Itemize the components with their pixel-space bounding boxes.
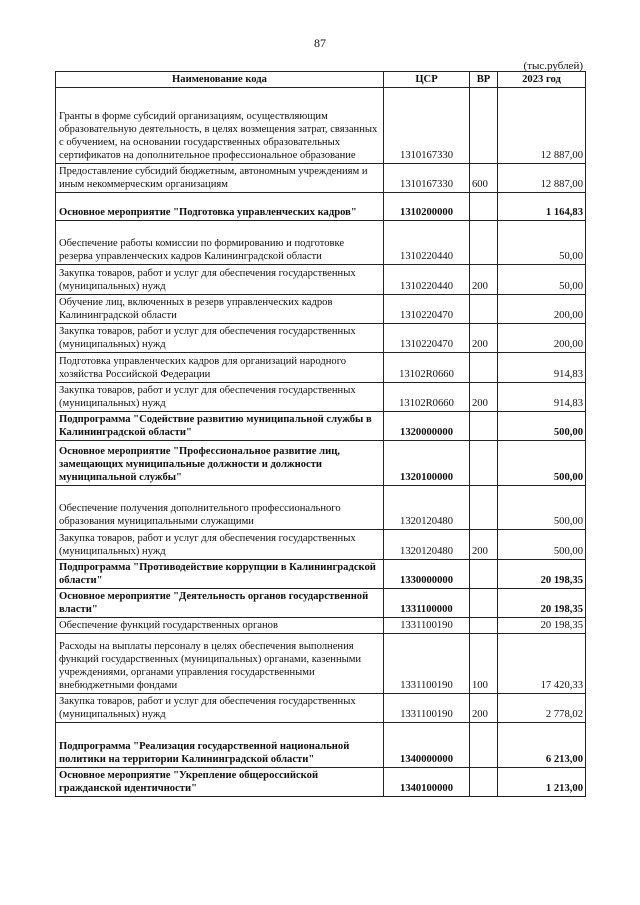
cell-csr: 1310220470 <box>384 295 470 324</box>
cell-sum: 500,00 <box>498 441 586 486</box>
cell-vr: 600 <box>470 164 498 193</box>
column-header-vr: ВР <box>470 72 498 88</box>
cell-sum: 500,00 <box>498 486 586 530</box>
table-row <box>56 768 586 797</box>
cell-csr: 1310167330 <box>384 164 470 193</box>
cell-vr: 200 <box>470 265 498 295</box>
table-row <box>56 589 586 618</box>
cell-name: Обеспечение функций государственных органов <box>56 618 384 634</box>
table-row <box>56 486 586 530</box>
cell-name: Расходы на выплаты персоналу в целях обеспечения выполнения функций государственных (муниципальных) органами, казенными учреждениями, органами управления государственными внебюджетными фондами <box>56 634 384 694</box>
cell-csr: 1310167330 <box>384 88 470 164</box>
cell-csr: 1310220440 <box>384 221 470 265</box>
cell-name: Обеспечение работы комиссии по формированию и подготовке резерва управленческих кадров Калининградской области <box>56 221 384 265</box>
cell-name: Закупка товаров, работ и услуг для обеспечения государственных (муниципальных) нужд <box>56 383 384 412</box>
table-row <box>56 560 586 589</box>
cell-sum: 200,00 <box>498 295 586 324</box>
cell-sum: 1 164,83 <box>498 193 586 221</box>
cell-sum: 914,83 <box>498 383 586 412</box>
cell-csr: 1331100190 <box>384 634 470 694</box>
cell-sum: 12 887,00 <box>498 164 586 193</box>
cell-csr: 1320120480 <box>384 486 470 530</box>
cell-vr <box>470 589 498 618</box>
cell-name: Гранты в форме субсидий организациям, осуществляющим образовательную деятельность, в целях возмещения затрат, связанных с обучением, на основании государственных образовательных сертификатов на дополнительное профессиональное образование <box>56 88 384 164</box>
table-row <box>56 723 586 768</box>
cell-name: Закупка товаров, работ и услуг для обеспечения государственных (муниципальных) нужд <box>56 694 384 723</box>
table-row <box>56 694 586 723</box>
cell-name: Подпрограмма "Содействие развитию муниципальной службы в Калининградской области" <box>56 412 384 441</box>
table-row <box>56 265 586 295</box>
cell-vr <box>470 723 498 768</box>
cell-name: Подготовка управленческих кадров для организаций народного хозяйства Российской Федерации <box>56 353 384 383</box>
cell-sum: 50,00 <box>498 265 586 295</box>
cell-name: Предоставление субсидий бюджетным, автономным учреждениям и иным некоммерческим организациям <box>56 164 384 193</box>
table-row <box>56 634 586 694</box>
cell-vr <box>470 88 498 164</box>
cell-sum: 914,83 <box>498 353 586 383</box>
cell-vr: 200 <box>470 383 498 412</box>
cell-csr: 13102R0660 <box>384 383 470 412</box>
cell-name: Основное мероприятие "Подготовка управленческих кадров" <box>56 193 384 221</box>
cell-vr <box>470 221 498 265</box>
cell-name: Подпрограмма "Реализация государственной национальной политики на территории Калининградской области" <box>56 723 384 768</box>
cell-sum: 500,00 <box>498 530 586 560</box>
cell-sum: 50,00 <box>498 221 586 265</box>
cell-sum: 2 778,02 <box>498 694 586 723</box>
cell-vr <box>470 768 498 797</box>
cell-csr: 1320000000 <box>384 412 470 441</box>
cell-csr: 1310200000 <box>384 193 470 221</box>
budget-table <box>55 71 586 797</box>
cell-name: Основное мероприятие "Деятельность органов государственной власти" <box>56 589 384 618</box>
cell-vr <box>470 441 498 486</box>
cell-name: Закупка товаров, работ и услуг для обеспечения государственных (муниципальных) нужд <box>56 265 384 295</box>
table-row <box>56 221 586 265</box>
cell-csr: 1320100000 <box>384 441 470 486</box>
cell-sum: 6 213,00 <box>498 723 586 768</box>
cell-vr: 100 <box>470 634 498 694</box>
column-header-year: 2023 год <box>498 72 586 88</box>
table-row <box>56 164 586 193</box>
page-number: 87 <box>314 36 326 50</box>
cell-vr <box>470 193 498 221</box>
cell-sum: 1 213,00 <box>498 768 586 797</box>
cell-vr <box>470 412 498 441</box>
cell-csr: 1331100000 <box>384 589 470 618</box>
table-header-row <box>56 72 586 88</box>
cell-sum: 200,00 <box>498 324 586 353</box>
cell-vr: 200 <box>470 324 498 353</box>
cell-vr <box>470 486 498 530</box>
column-header-csr: ЦСР <box>384 72 470 88</box>
cell-csr: 1340100000 <box>384 768 470 797</box>
cell-name: Подпрограмма "Противодействие коррупции в Калининградской области" <box>56 560 384 589</box>
table-row <box>56 530 586 560</box>
table-row <box>56 353 586 383</box>
cell-vr <box>470 560 498 589</box>
table-row <box>56 88 586 164</box>
cell-sum: 17 420,33 <box>498 634 586 694</box>
table-row <box>56 618 586 634</box>
table-row <box>56 412 586 441</box>
cell-sum: 20 198,35 <box>498 618 586 634</box>
cell-name: Основное мероприятие "Укрепление общероссийской гражданской идентичности" <box>56 768 384 797</box>
cell-sum: 20 198,35 <box>498 589 586 618</box>
cell-csr: 1310220440 <box>384 265 470 295</box>
cell-csr: 1310220470 <box>384 324 470 353</box>
cell-sum: 12 887,00 <box>498 88 586 164</box>
table-row <box>56 441 586 486</box>
cell-name: Обучение лиц, включенных в резерв управленческих кадров Калининградской области <box>56 295 384 324</box>
cell-csr: 1331100190 <box>384 618 470 634</box>
cell-name: Обеспечение получения дополнительного профессионального образования муниципальными служащими <box>56 486 384 530</box>
cell-sum: 500,00 <box>498 412 586 441</box>
table-row <box>56 383 586 412</box>
table-row <box>56 193 586 221</box>
table-body <box>56 88 586 797</box>
cell-csr: 13102R0660 <box>384 353 470 383</box>
cell-name: Основное мероприятие "Профессиональное развитие лиц, замещающих муниципальные должности и должности муниципальной службы" <box>56 441 384 486</box>
table-row <box>56 324 586 353</box>
cell-vr <box>470 618 498 634</box>
cell-vr <box>470 353 498 383</box>
cell-csr: 1330000000 <box>384 560 470 589</box>
cell-sum: 20 198,35 <box>498 560 586 589</box>
cell-csr: 1340000000 <box>384 723 470 768</box>
cell-vr: 200 <box>470 694 498 723</box>
cell-csr: 1331100190 <box>384 694 470 723</box>
cell-name: Закупка товаров, работ и услуг для обеспечения государственных (муниципальных) нужд <box>56 530 384 560</box>
cell-vr: 200 <box>470 530 498 560</box>
table-row <box>56 295 586 324</box>
cell-vr <box>470 295 498 324</box>
unit-label: (тыс.рублей) <box>523 60 583 72</box>
cell-name: Закупка товаров, работ и услуг для обеспечения государственных (муниципальных) нужд <box>56 324 384 353</box>
cell-csr: 1320120480 <box>384 530 470 560</box>
column-header-name: Наименование кода <box>56 72 384 88</box>
